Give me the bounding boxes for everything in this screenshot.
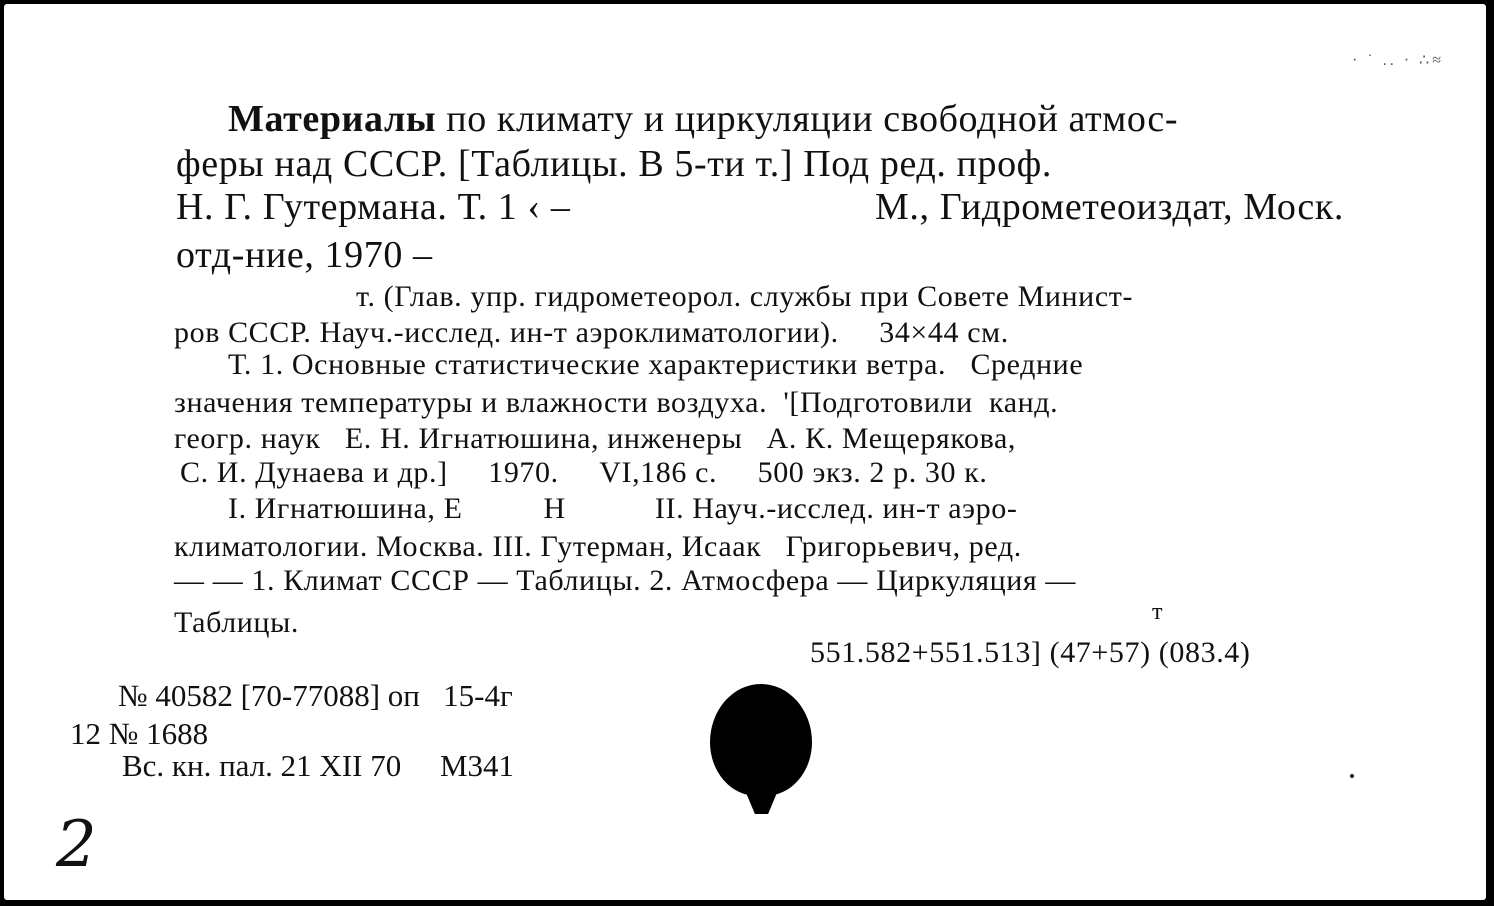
body-line-9: — — 1. Климат СССР — Таблицы. 2. Атмосфера — Циркуляция — bbox=[174, 564, 1077, 597]
title-line-3-left: Н. Г. Гутермана. Т. 1 ‹ – bbox=[176, 186, 571, 228]
title-line-2: феры над СССР. [Таблицы. В 5-ти т.] Под ред. проф. bbox=[176, 143, 1053, 185]
body-line-8: климатологии. Москва. III. Гутерман, Исаак Григорьевич, ред. bbox=[174, 530, 1022, 563]
body-line-5: геогр. наук Е. Н. Игнатюшина, инженеры А. К. Мещерякова, bbox=[174, 422, 1016, 455]
body-line-10: Таблицы. bbox=[174, 606, 299, 639]
title-line-3-right: М., Гидрометеоиздат, Моск. bbox=[875, 186, 1344, 228]
body-line-4: значения температуры и влажности воздуха. '[Подготовили канд. bbox=[174, 386, 1059, 419]
title-line-3 bbox=[176, 188, 1344, 226]
udc-index: 551.582+551.513] (47+57) (083.4) bbox=[810, 636, 1251, 669]
body-line-2: ров СССР. Науч.-исслед. ин-т аэроклиматологии). 34×44 см. bbox=[174, 316, 1009, 349]
footer-line-3: Вс. кн. пал. 21 XII 70 М341 bbox=[122, 748, 515, 783]
corner-stamp-mark: · ˙ .. · ∴≈ bbox=[1352, 52, 1444, 69]
handwritten-number: 2 bbox=[56, 808, 97, 882]
footer-line-1: № 40582 [70-77088] оп 15-4г bbox=[118, 678, 513, 713]
title-line-1-rest: по климату и циркуляции свободной атмос- bbox=[436, 98, 1179, 140]
catalog-card bbox=[4, 4, 1486, 900]
title-line-4: отд-ние, 1970 – bbox=[176, 234, 433, 276]
t-mark: т bbox=[1152, 599, 1164, 625]
body-line-1: т. (Глав. упр. гидрометеорол. службы при Совете Минист- bbox=[356, 280, 1134, 313]
ink-dot bbox=[1350, 774, 1354, 778]
body-line-6: С. И. Дунаева и др.] 1970. VI,186 с. 500 экз. 2 р. 30 к. bbox=[180, 456, 988, 489]
title-line-1 bbox=[228, 100, 1178, 138]
body-line-3: Т. 1. Основные статистические характеристики ветра. Средние bbox=[228, 348, 1084, 381]
body-line-7: I. Игнатюшина, Е Н II. Науч.-исслед. ин-т аэро- bbox=[228, 492, 1018, 525]
title-bold-word: Материалы bbox=[228, 98, 437, 140]
footer-line-2: 12 № 1688 bbox=[70, 716, 209, 751]
